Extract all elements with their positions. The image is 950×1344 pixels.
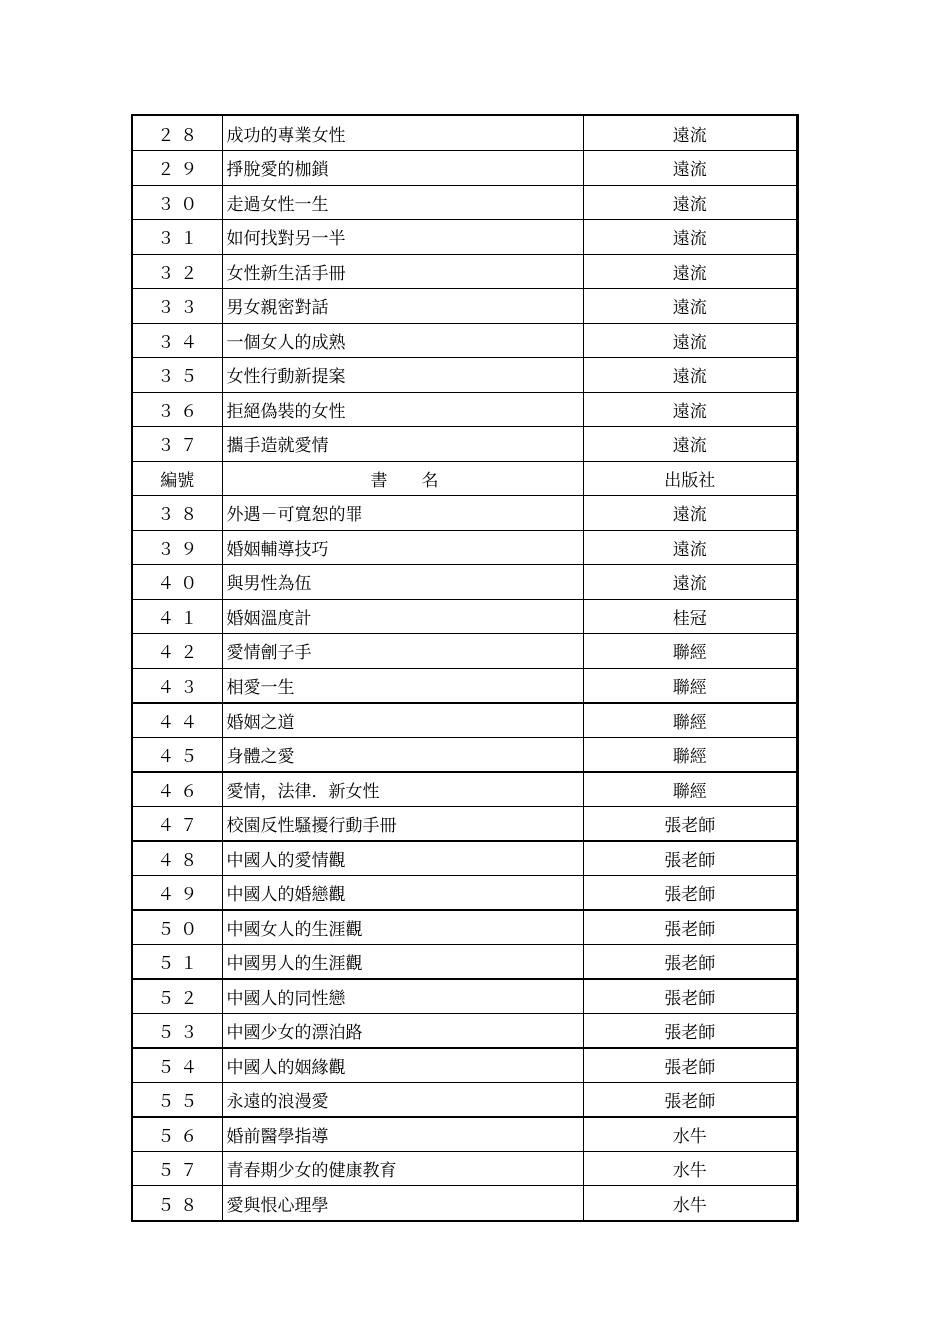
book-title: 掙脫愛的枷鎖 <box>222 151 583 186</box>
book-list-table <box>133 116 796 1220</box>
table-row <box>133 427 796 462</box>
book-title: 男女親密對話 <box>222 289 583 324</box>
header-number: 編號 <box>133 461 222 496</box>
book-title: 與男性為伍 <box>222 565 583 600</box>
book-title: 身體之愛 <box>222 737 583 772</box>
publisher: 遠流 <box>583 185 796 220</box>
publisher: 遠流 <box>583 116 796 151</box>
table-row <box>133 634 796 669</box>
row-number: ４０ <box>133 565 222 600</box>
book-title: 婚姻溫度計 <box>222 599 583 634</box>
book-title: 女性新生活手冊 <box>222 254 583 289</box>
publisher: 桂冠 <box>583 599 796 634</box>
row-number: ２９ <box>133 151 222 186</box>
table-row <box>133 565 796 600</box>
publisher: 遠流 <box>583 220 796 255</box>
row-number: ４２ <box>133 634 222 669</box>
book-list-body <box>133 116 796 1220</box>
row-number: ５３ <box>133 1013 222 1048</box>
table-row <box>133 875 796 910</box>
table-row <box>133 185 796 220</box>
book-title: 婚前醫學指導 <box>222 1117 583 1152</box>
table-row <box>133 703 796 738</box>
row-number: ４５ <box>133 737 222 772</box>
row-number: ４８ <box>133 841 222 876</box>
publisher: 聯經 <box>583 668 796 703</box>
publisher: 張老師 <box>583 944 796 979</box>
publisher: 遠流 <box>583 530 796 565</box>
book-title: 走過女性一生 <box>222 185 583 220</box>
publisher: 遠流 <box>583 565 796 600</box>
book-title: 中國人的愛情觀 <box>222 841 583 876</box>
table-row <box>133 358 796 393</box>
header-title: 書 名 <box>222 461 583 496</box>
row-number: ５６ <box>133 1117 222 1152</box>
header-publisher: 出版社 <box>583 461 796 496</box>
row-number: ４４ <box>133 703 222 738</box>
table-row <box>133 979 796 1014</box>
table-row <box>133 1151 796 1186</box>
book-title: 中國女人的生涯觀 <box>222 910 583 945</box>
table-row <box>133 737 796 772</box>
book-title: 中國男人的生涯觀 <box>222 944 583 979</box>
table-row <box>133 323 796 358</box>
publisher: 張老師 <box>583 1082 796 1117</box>
table-row <box>133 289 796 324</box>
table-header-row <box>133 461 796 496</box>
book-title: 婚姻之道 <box>222 703 583 738</box>
publisher: 遠流 <box>583 427 796 462</box>
publisher: 聯經 <box>583 737 796 772</box>
row-number: ５５ <box>133 1082 222 1117</box>
book-title: 外遇－可寬恕的罪 <box>222 496 583 531</box>
row-number: ３５ <box>133 358 222 393</box>
book-title: 拒絕偽裝的女性 <box>222 392 583 427</box>
publisher: 水牛 <box>583 1186 796 1221</box>
publisher: 張老師 <box>583 806 796 841</box>
row-number: ３６ <box>133 392 222 427</box>
book-title: 中國人的婚戀觀 <box>222 875 583 910</box>
book-title: 愛與恨心理學 <box>222 1186 583 1221</box>
table-row <box>133 1082 796 1117</box>
book-title: 中國少女的漂泊路 <box>222 1013 583 1048</box>
row-number: ５８ <box>133 1186 222 1221</box>
row-number: ４１ <box>133 599 222 634</box>
publisher: 遠流 <box>583 392 796 427</box>
row-number: ３７ <box>133 427 222 462</box>
table-row <box>133 910 796 945</box>
row-number: ５１ <box>133 944 222 979</box>
row-number: ２８ <box>157 125 204 146</box>
table-row <box>133 1013 796 1048</box>
table-row <box>133 496 796 531</box>
publisher: 張老師 <box>583 1013 796 1048</box>
table-row <box>133 530 796 565</box>
book-title: 校園反性騷擾行動手冊 <box>222 806 583 841</box>
publisher: 張老師 <box>583 910 796 945</box>
book-title: 婚姻輔導技巧 <box>222 530 583 565</box>
table-row <box>133 668 796 703</box>
publisher: 聯經 <box>583 772 796 807</box>
publisher: 聯經 <box>583 634 796 669</box>
book-title: 成功的專業女性 <box>222 116 583 151</box>
publisher: 張老師 <box>583 979 796 1014</box>
table-row <box>133 116 796 151</box>
table-row <box>133 1048 796 1083</box>
publisher: 水牛 <box>583 1117 796 1152</box>
book-title: 中國人的同性戀 <box>222 979 583 1014</box>
row-number: ３１ <box>133 220 222 255</box>
publisher: 張老師 <box>583 1048 796 1083</box>
table-row <box>133 151 796 186</box>
book-title: 如何找對另一半 <box>222 220 583 255</box>
row-number: ４３ <box>133 668 222 703</box>
row-number: ５０ <box>133 910 222 945</box>
book-title: 攜手造就愛情 <box>222 427 583 462</box>
table-row <box>133 772 796 807</box>
book-title: 青春期少女的健康教育 <box>222 1151 583 1186</box>
row-number: ５２ <box>133 979 222 1014</box>
row-number: ５４ <box>133 1048 222 1083</box>
publisher: 遠流 <box>583 254 796 289</box>
publisher: 遠流 <box>583 358 796 393</box>
table-row <box>133 841 796 876</box>
book-title: 女性行動新提案 <box>222 358 583 393</box>
book-title: 相愛一生 <box>222 668 583 703</box>
table-row <box>133 1117 796 1152</box>
publisher: 遠流 <box>583 323 796 358</box>
book-list-sheet <box>131 114 799 1222</box>
row-number: ３４ <box>133 323 222 358</box>
book-title: 愛情，法律．新女性 <box>222 772 583 807</box>
row-number: ４７ <box>133 806 222 841</box>
book-title: 中國人的姻緣觀 <box>222 1048 583 1083</box>
row-number: ３８ <box>133 496 222 531</box>
row-number: ３０ <box>133 185 222 220</box>
publisher: 張老師 <box>583 841 796 876</box>
row-number: ３３ <box>133 289 222 324</box>
row-number: ４９ <box>133 875 222 910</box>
row-number: ３９ <box>133 530 222 565</box>
table-row <box>133 392 796 427</box>
publisher: 遠流 <box>583 151 796 186</box>
publisher: 聯經 <box>583 703 796 738</box>
publisher: 張老師 <box>583 875 796 910</box>
book-title: 永遠的浪漫愛 <box>222 1082 583 1117</box>
publisher: 遠流 <box>583 496 796 531</box>
book-title: 愛情劊子手 <box>222 634 583 669</box>
table-row <box>133 944 796 979</box>
table-row <box>133 220 796 255</box>
publisher: 水牛 <box>583 1151 796 1186</box>
publisher: 遠流 <box>583 289 796 324</box>
row-number: ５７ <box>133 1151 222 1186</box>
table-row <box>133 1186 796 1221</box>
book-title: 一個女人的成熟 <box>222 323 583 358</box>
row-number: ３２ <box>133 254 222 289</box>
table-row <box>133 599 796 634</box>
row-number: ４６ <box>133 772 222 807</box>
table-row <box>133 254 796 289</box>
table-row <box>133 806 796 841</box>
